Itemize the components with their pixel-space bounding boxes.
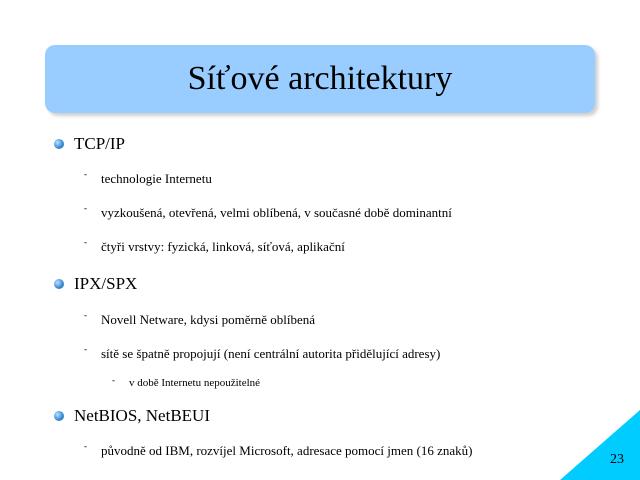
- dash-icon: -: [84, 203, 87, 213]
- subbullet-text: technologie Internetu: [101, 171, 212, 186]
- subbullet-text: původně od IBM, rozvíjel Microsoft, adresace pomocí jmen (16 znaků): [101, 443, 473, 458]
- bullet-text: TCP/IP: [74, 134, 126, 153]
- dash-icon: -: [84, 237, 87, 247]
- bullet-text: IPX/SPX: [74, 274, 138, 293]
- subbullet-tcpip-1: [84, 171, 212, 187]
- dash-icon: -: [84, 441, 87, 451]
- subbullet-text: sítě se špatně propojují (není centrální autorita přidělující adresy): [101, 346, 441, 361]
- dash-icon: -: [84, 310, 87, 320]
- bullet-dot-icon: [54, 411, 64, 421]
- slide-title-box: [45, 45, 595, 113]
- subbullet-tcpip-2: [84, 205, 452, 221]
- corner-decoration: [560, 410, 640, 480]
- bullet-dot-icon: [54, 279, 64, 289]
- subbullet-ipxspx-2: [84, 346, 440, 362]
- bullet-text: NetBIOS, NetBEUI: [74, 406, 210, 425]
- bullet-ipxspx: [54, 274, 137, 294]
- bullet-dot-icon: [54, 139, 64, 149]
- dash-icon: -: [84, 344, 87, 354]
- subsubbullet-text: v době Internetu nepoužitelné: [129, 377, 261, 389]
- bullet-tcpip: [54, 134, 125, 154]
- subbullet-ipxspx-1: [84, 312, 315, 328]
- bullet-netbios: [54, 406, 210, 426]
- slide-title: Síťové architektury: [187, 60, 453, 97]
- dash-icon: -: [112, 375, 115, 385]
- subbullet-text: čtyři vrstvy: fyzická, linková, síťová, aplikační: [101, 239, 345, 254]
- page-number: 23: [610, 452, 624, 467]
- dash-icon: -: [84, 169, 87, 179]
- subsubbullet-ipxspx-1: [112, 377, 260, 389]
- subbullet-text: vyzkoušená, otevřená, velmi oblíbená, v současné době dominantní: [101, 205, 452, 220]
- subbullet-netbios-1: [84, 443, 472, 459]
- subbullet-text: Novell Netware, kdysi poměrně oblíbená: [101, 312, 316, 327]
- subbullet-tcpip-3: [84, 239, 345, 255]
